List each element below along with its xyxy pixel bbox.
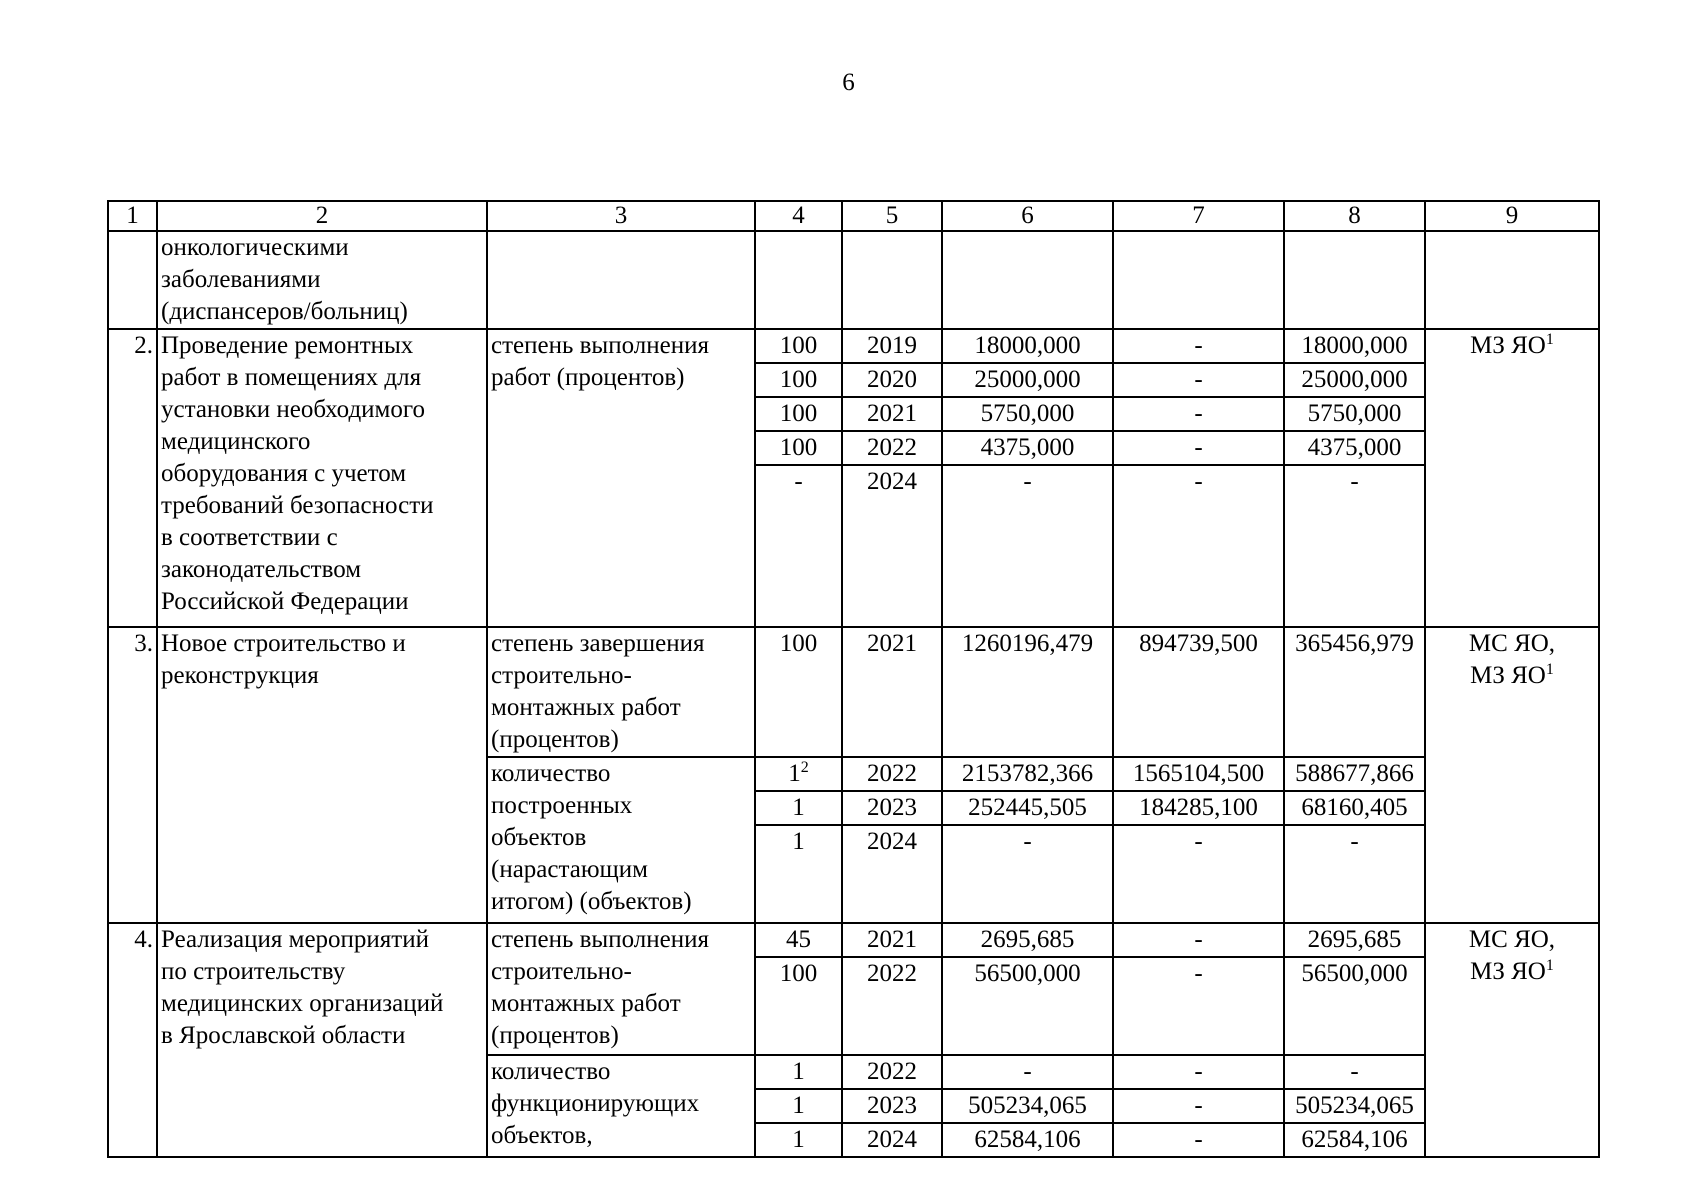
amount-total: - — [942, 1055, 1113, 1089]
executor-text: МС ЯО, — [1468, 926, 1556, 953]
executor-text: МЗ ЯО — [1470, 662, 1546, 689]
indicator-line: степень выполнения — [491, 926, 709, 953]
table-row — [108, 923, 1599, 957]
amount-regional: 62584,106 — [1284, 1123, 1425, 1157]
year-cell: 2022 — [842, 1055, 942, 1089]
indicator-value: 1 — [755, 1089, 842, 1123]
indicator-name — [487, 757, 755, 923]
amount-regional: - — [1284, 825, 1425, 923]
indicator-value: 1 — [755, 791, 842, 825]
measure-name-line: работ в помещениях для — [161, 364, 422, 391]
footnote-mark: 1 — [1545, 661, 1554, 678]
section-number: 2. — [108, 329, 157, 627]
amount-total: 62584,106 — [942, 1123, 1113, 1157]
header-cell-3: 3 — [487, 201, 755, 231]
executor-cell — [1425, 329, 1599, 627]
amount-federal: - — [1113, 923, 1284, 957]
year-cell: 2021 — [842, 397, 942, 431]
executor-cell — [1425, 627, 1599, 923]
amount-regional: - — [1284, 1055, 1425, 1089]
amount-federal: - — [1113, 1123, 1284, 1157]
year-cell: 2024 — [842, 1123, 942, 1157]
executor-line — [1429, 956, 1595, 988]
year-cell: 2023 — [842, 791, 942, 825]
amount-federal: - — [1113, 397, 1284, 431]
indicator-value: 1 — [755, 825, 842, 923]
header-row — [108, 201, 1599, 231]
cont-empty-cell — [755, 231, 842, 329]
measure-name-line: медицинского — [161, 428, 311, 455]
section-number: 4. — [108, 923, 157, 1157]
indicator-value: 100 — [755, 627, 842, 757]
value-text: 1 — [788, 760, 801, 787]
year-cell: 2020 — [842, 363, 942, 397]
indicator-line: итогом) (объектов) — [491, 888, 692, 915]
section-number: 3. — [108, 627, 157, 923]
amount-total: 252445,505 — [942, 791, 1113, 825]
year-cell: 2024 — [842, 825, 942, 923]
amount-total: 2695,685 — [942, 923, 1113, 957]
year-cell: 2023 — [842, 1089, 942, 1123]
amount-total: 2153782,366 — [942, 757, 1113, 791]
measure-name-line: Проведение ремонтных — [161, 332, 414, 359]
indicator-name — [487, 627, 755, 757]
header-cell-7: 7 — [1113, 201, 1284, 231]
header-cell-6: 6 — [942, 201, 1113, 231]
indicator-line: функционирующих — [491, 1090, 700, 1117]
header-cell-9: 9 — [1425, 201, 1599, 231]
amount-regional: 505234,065 — [1284, 1089, 1425, 1123]
amount-total: 4375,000 — [942, 431, 1113, 465]
indicator-value: 100 — [755, 957, 842, 1055]
indicator-line: монтажных работ — [491, 990, 681, 1017]
cont-name-cell — [157, 231, 487, 329]
indicator-name — [487, 923, 755, 1055]
executor-text: МЗ ЯО — [1470, 332, 1546, 359]
indicator-line: степень завершения — [491, 630, 705, 657]
indicator-value: - — [755, 465, 842, 627]
indicator-value: 100 — [755, 329, 842, 363]
measure-name-line: Новое строительство и — [161, 630, 406, 657]
measure-name-line: установки необходимого — [161, 396, 426, 423]
continuation-row — [108, 231, 1599, 329]
measure-name — [157, 329, 487, 627]
amount-federal: - — [1113, 431, 1284, 465]
amount-total: - — [942, 465, 1113, 627]
indicator-value: 1 — [755, 1055, 842, 1089]
indicator-line: количество — [491, 760, 611, 787]
measure-name-line: требований безопасности — [161, 492, 434, 519]
page-number: 6 — [842, 69, 855, 96]
measure-name-line: медицинских организаций — [161, 990, 444, 1017]
year-cell: 2022 — [842, 431, 942, 465]
year-cell: 2024 — [842, 465, 942, 627]
amount-regional: 18000,000 — [1284, 329, 1425, 363]
cont-empty-cell — [842, 231, 942, 329]
amount-federal: 1565104,500 — [1113, 757, 1284, 791]
header-cell-4: 4 — [755, 201, 842, 231]
amount-federal: - — [1113, 1089, 1284, 1123]
footnote-mark: 2 — [800, 759, 809, 776]
amount-federal: - — [1113, 363, 1284, 397]
executor-line — [1429, 660, 1595, 692]
amount-total: 505234,065 — [942, 1089, 1113, 1123]
indicator-value: 1 — [755, 1123, 842, 1157]
year-cell: 2022 — [842, 757, 942, 791]
indicator-value: 45 — [755, 923, 842, 957]
indicator-line: построенных — [491, 792, 633, 819]
amount-federal: - — [1113, 465, 1284, 627]
cont-empty-cell — [1425, 231, 1599, 329]
amount-regional: 68160,405 — [1284, 791, 1425, 825]
cont-empty-cell — [1284, 231, 1425, 329]
amount-federal: - — [1113, 1055, 1284, 1089]
amount-federal: 894739,500 — [1113, 627, 1284, 757]
indicator-value — [755, 757, 842, 791]
indicator-value: 100 — [755, 397, 842, 431]
amount-total: 18000,000 — [942, 329, 1113, 363]
indicator-name — [487, 1055, 755, 1157]
year-cell: 2022 — [842, 957, 942, 1055]
indicator-value: 100 — [755, 431, 842, 465]
indicator-line: объектов, — [491, 1122, 593, 1149]
indicator-line: строительно- — [491, 958, 632, 985]
amount-federal: 184285,100 — [1113, 791, 1284, 825]
measure-name — [157, 923, 487, 1157]
table-row — [108, 329, 1599, 363]
amount-total: 56500,000 — [942, 957, 1113, 1055]
measure-name-line: Российской Федерации — [161, 588, 409, 615]
cont-empty-cell — [487, 231, 755, 329]
amount-federal: - — [1113, 825, 1284, 923]
footnote-mark: 1 — [1545, 957, 1554, 974]
amount-regional: 25000,000 — [1284, 363, 1425, 397]
amount-regional: 2695,685 — [1284, 923, 1425, 957]
amount-total: 5750,000 — [942, 397, 1113, 431]
indicator-name — [487, 329, 755, 627]
indicator-line: монтажных работ — [491, 694, 681, 721]
footnote-mark: 1 — [1545, 331, 1554, 348]
cont-name-line: (диспансеров/больниц) — [161, 298, 408, 325]
year-cell: 2019 — [842, 329, 942, 363]
header-cell-2: 2 — [157, 201, 487, 231]
measure-name — [157, 627, 487, 923]
amount-regional: - — [1284, 465, 1425, 627]
executor-text: МС ЯО, — [1468, 630, 1556, 657]
measure-name-line: законодательством — [161, 556, 362, 583]
cont-num-cell — [108, 231, 157, 329]
amount-regional: 5750,000 — [1284, 397, 1425, 431]
indicator-line: количество — [491, 1058, 611, 1085]
indicator-line: работ (процентов) — [491, 364, 685, 391]
header-cell-1: 1 — [108, 201, 157, 231]
measure-name-line: в соответствии с — [161, 524, 338, 551]
indicator-line: (процентов) — [491, 1022, 619, 1049]
executor-cell — [1425, 923, 1599, 1157]
indicator-line: степень выполнения — [491, 332, 709, 359]
cont-name-line: онкологическими — [161, 234, 349, 261]
amount-federal: - — [1113, 957, 1284, 1055]
measure-name-line: по строительству — [161, 958, 346, 985]
year-cell: 2021 — [842, 627, 942, 757]
cont-name-line: заболеваниями — [161, 266, 321, 293]
measure-name-line: в Ярославской области — [161, 1022, 406, 1049]
amount-federal: - — [1113, 329, 1284, 363]
amount-regional: 588677,866 — [1284, 757, 1425, 791]
cont-empty-cell — [942, 231, 1113, 329]
cont-empty-cell — [1113, 231, 1284, 329]
amount-regional: 56500,000 — [1284, 957, 1425, 1055]
indicator-line: объектов — [491, 824, 587, 851]
executor-text: МЗ ЯО — [1470, 958, 1546, 985]
header-cell-8: 8 — [1284, 201, 1425, 231]
measure-name-line: Реализация мероприятий — [161, 926, 429, 953]
indicator-line: (нарастающим — [491, 856, 648, 883]
year-cell: 2021 — [842, 923, 942, 957]
measure-name-line: реконструкция — [161, 662, 319, 689]
amount-total: 25000,000 — [942, 363, 1113, 397]
indicator-line: строительно- — [491, 662, 632, 689]
header-cell-5: 5 — [842, 201, 942, 231]
program-table — [107, 200, 1600, 1158]
indicator-value: 100 — [755, 363, 842, 397]
measure-name-line: оборудования с учетом — [161, 460, 407, 487]
amount-regional: 365456,979 — [1284, 627, 1425, 757]
table-row — [108, 627, 1599, 757]
amount-total: 1260196,479 — [942, 627, 1113, 757]
amount-regional: 4375,000 — [1284, 431, 1425, 465]
indicator-line: (процентов) — [491, 726, 619, 753]
amount-total: - — [942, 825, 1113, 923]
